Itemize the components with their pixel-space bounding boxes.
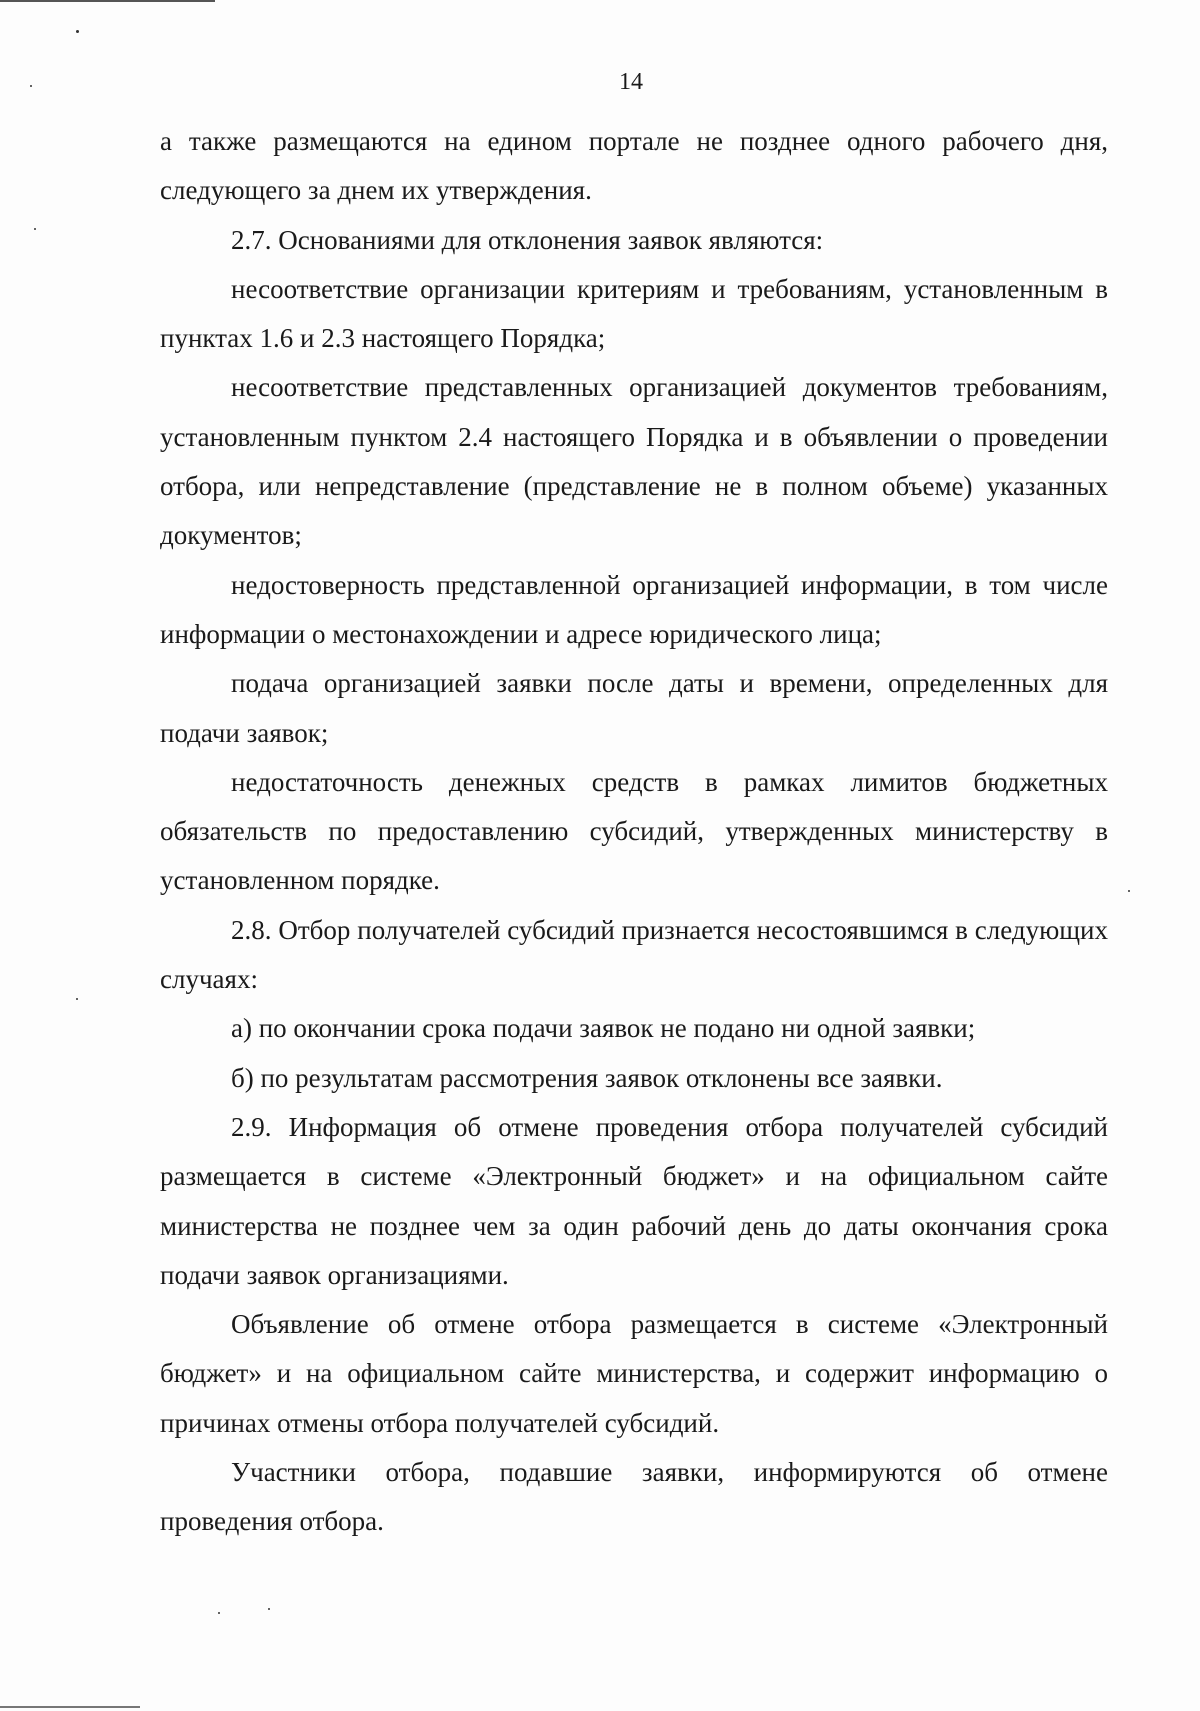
scan-speck — [76, 30, 79, 33]
scan-edge-bottom — [0, 1706, 140, 1708]
paragraph: недостаточность денежных средств в рамках лимитов бюджетных обязательств по предоставлению субсидий, утвержденных министерству в установленном порядке. — [160, 766, 1108, 896]
paragraph: а также размещаются на едином портале не позднее одного рабочего дня, следующего за днем их утверждения. — [160, 126, 1108, 206]
paragraph: подача организацией заявки после даты и времени, определенных для подачи заявок; — [160, 668, 1108, 748]
scan-speck — [1128, 890, 1130, 892]
scan-speck — [218, 1612, 220, 1614]
scan-speck — [268, 1608, 270, 1610]
page-number: 14 — [619, 69, 643, 95]
paragraph: 2.7. Основаниями для отклонения заявок являются: — [231, 224, 824, 255]
paragraph: б) по результатам рассмотрения заявок отклонены все заявки. — [231, 1062, 943, 1093]
document-body — [160, 117, 1108, 1547]
paragraph: недостоверность представленной организацией информации, в том числе информации о местонахождении и адресе юридического лица; — [160, 569, 1108, 649]
paragraph: 2.9. Информация об отмене проведения отбора получателей субсидий размещается в системе «Электронный бюджет» и на официальном сайте министерства не позднее чем за один рабочий день до даты окончания срока подачи заявок организациями. — [160, 1111, 1108, 1290]
paragraph: Объявление об отмене отбора размещается в системе «Электронный бюджет» и на официальном сайте министерства, и содержит информацию о причинах отмены отбора получателей субсидий. — [160, 1309, 1108, 1438]
scan-edge-top — [0, 0, 215, 2]
scan-speck — [34, 228, 36, 230]
paragraph: а) по окончании срока подачи заявок не подано ни одной заявки; — [231, 1013, 976, 1044]
scan-speck — [76, 998, 78, 1000]
paragraph: Участники отбора, подавшие заявки, информируются об отмене проведения отбора. — [160, 1457, 1108, 1537]
paragraph: несоответствие представленных организацией документов требованиям, установленным пунктом 2.4 настоящего Порядка и в объявлении о проведении отбора, или непредставление (представление не в полном объеме) указанных документов; — [160, 372, 1108, 551]
paragraph: несоответствие организации критериям и требованиям, установленным в пунктах 1.6 и 2.3 настоящего Порядка; — [160, 273, 1108, 354]
paragraph: 2.8. Отбор получателей субсидий признается несостоявшимся в следующих случаях: — [160, 914, 1108, 995]
